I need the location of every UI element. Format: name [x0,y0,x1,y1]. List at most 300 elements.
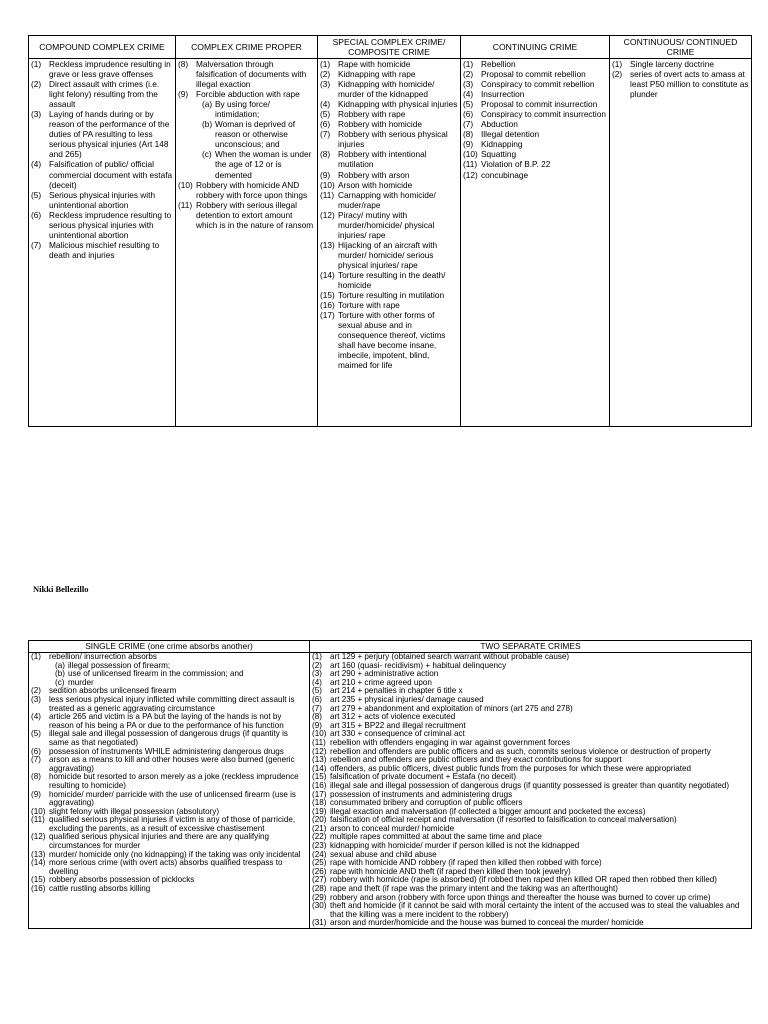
item-number: (13) [31,849,46,859]
item-label: use of unlicensed firearm in the commission; and [68,669,244,679]
list-item [320,210,458,240]
item-number: (4) [31,159,42,170]
item-label: qualified serious physical injuries if victim is any of those of parricide, excluding the parents, as a result of excessive chastisement [49,815,296,833]
sub-list-item [202,99,315,119]
item-text [49,730,307,747]
item-number: (28) [312,884,327,894]
item-number: (8) [463,129,474,140]
item-number: (4) [312,677,322,687]
list-item [612,69,749,99]
item-number: (15) [320,290,335,301]
item-label: sexual abuse and child abuse [330,849,437,859]
item-text [338,59,458,69]
item-number: (6) [31,209,42,220]
list-item [320,59,458,69]
list-item [463,159,607,169]
list-item [31,190,173,210]
item-number: (8) [312,712,322,722]
item-number: (10) [320,179,335,190]
single-vs-separate-crimes-table [28,640,752,929]
item-text [49,109,173,159]
item-label: Hijacking of an aircraft with murder/ homicide/ serious physical injuries/ rape [338,239,438,270]
item-number: (23) [312,841,327,851]
list-item [178,180,315,200]
list-item [320,190,458,210]
item-number: (6) [320,119,331,130]
two-separate-crimes-cell [310,653,752,929]
list-item [320,170,458,180]
item-text [338,69,458,79]
complex-crime-proper-cell [176,59,318,427]
item-number: (21) [312,823,327,833]
list-item [31,859,307,876]
item-number: (20) [312,815,327,825]
list-item [463,129,607,139]
item-label: Malicious mischief resulting to death and injuries [49,239,160,260]
item-label: Kidnapping with physical injuries [338,99,458,110]
list-item [320,149,458,169]
item-text [338,109,458,119]
item-label: Kidnapping [481,139,523,150]
item-label: sedition absorbs unlicensed firearm [49,686,177,696]
item-number: (8) [178,59,189,69]
item-label: rape with homicide AND theft (if raped then killed then took jewelry) [330,866,571,876]
item-number: (3) [463,79,474,90]
item-label: When the woman is under the age of 12 or is demented [215,149,312,180]
item-number: (12) [320,209,335,220]
compound-complex-crime-cell [29,59,176,427]
item-label: Carnapping with homicide/ muder/rape [338,189,436,210]
header-single-crime: SINGLE CRIME (one crime absorbs another) [29,641,310,653]
item-label: Kidnapping with homicide/ murder of the kidnapped [338,79,435,100]
item-number: (12) [312,746,327,756]
item-label: multiple rapes committed at about the same time and place [330,832,542,842]
item-text [49,696,307,713]
item-text [481,59,607,69]
list-item [463,79,607,89]
item-label: art 129 + perjury (obtained search warrant without probable cause) [330,652,570,661]
item-number: (1) [31,59,42,69]
item-number: (7) [31,239,42,250]
item-number: (5) [463,99,474,110]
item-number: (1) [31,652,41,661]
item-label: Direct assault with crimes (i.e. light felony) resulting from the assault [49,79,160,110]
item-label: Torture resulting in the death/ homicide [338,269,446,291]
item-text [481,99,607,109]
item-label: Rebellion [481,59,516,69]
item-text [196,180,315,200]
item-text [338,240,458,270]
item-number: (2) [312,660,322,670]
list-item [31,159,173,189]
item-label: Robbery with arson [338,169,410,180]
item-number: (24) [312,849,327,859]
list-item [31,773,307,790]
continuing-crime-cell [461,59,610,427]
item-number: (1) [612,59,623,69]
item-number: (1) [463,59,474,69]
item-number: (8) [320,149,331,160]
item-number: (10) [31,806,46,816]
item-label: falsification of official receipt and malversation (if resorted to falsification to conceal malversation) [330,815,677,825]
item-text [338,300,458,310]
list-item [320,180,458,190]
list-item [463,139,607,149]
item-number: (12) [31,832,46,842]
item-label: falsification of private document + Estafa (no deceit) [330,772,517,782]
item-label: Conspiracy to commit insurrection [481,109,606,120]
item-number: (5) [31,729,41,739]
item-label: art 290 + administrative action [330,669,439,679]
item-text [49,713,307,730]
item-text [49,653,307,687]
list-item [320,290,458,300]
item-label: By using force/ intimidation; [215,99,270,120]
item-label: arson as a means to kill and other houses were also burned (generic aggravating) [49,755,295,773]
list-item [31,696,307,713]
item-number: (3) [31,694,41,704]
item-number: (11) [178,199,193,210]
item-label: art 235 + physical injuries/ damage caused [330,694,484,704]
item-label: Serious physical injuries with unintentional abortion [49,189,156,210]
item-text [215,99,315,119]
list-item [320,270,458,290]
item-number: (2) [31,686,41,696]
item-label: Woman is deprived of reason or otherwise unconscious; and [215,119,296,150]
list-item [320,69,458,79]
item-label: art 214 + penalties in chapter 6 title x [330,686,463,696]
item-label: art 312 + acts of violence executed [330,712,456,722]
list-item [463,119,607,129]
item-label: robbery with homicide (rape is absorbed) (if robbed then raped then killed OR raped then robbed then killed) [330,875,717,885]
table2-body-row [29,653,752,929]
item-label: Forcible abduction with rape [196,89,300,100]
list-item [31,730,307,747]
item-number: (18) [312,798,327,808]
item-text [49,59,173,79]
list-item [320,240,458,270]
item-label: rebellion/ insurrection absorbs [49,652,157,661]
item-label: Robbery with intentional mutilation [338,149,427,170]
item-number: (b) [55,669,65,679]
sub-list-item [202,119,315,149]
crime-list [178,59,315,230]
item-label: Reckless imprudence resulting to serious physical injuries with unintentional abortion [49,209,172,240]
item-number: (29) [312,892,327,902]
item-number: (8) [31,772,41,782]
item-label: art 330 + consequence of criminal act [330,729,465,739]
item-text [630,59,749,69]
item-label: Violation of B.P. 22 [481,159,551,170]
item-number: (4) [320,99,331,110]
item-number: (17) [320,310,335,321]
crime-list [312,653,749,928]
item-text [49,756,307,773]
list-item [312,902,749,919]
item-text [481,129,607,139]
item-text [196,200,315,230]
item-number: (5) [312,686,322,696]
item-label: rebellion and offenders are public officers and as such, commits serious violence or destruction of property [330,746,711,756]
list-item [31,210,173,240]
item-label: Torture with rape [338,300,400,311]
item-number: (6) [31,746,41,756]
item-text [49,159,173,189]
item-label: arson and murder/homicide and the house was burned to conceal the murder/ homicide [330,918,644,928]
item-number: (5) [320,109,331,120]
item-number: (7) [463,119,474,130]
item-label: Proposal to commit insurrection [481,99,598,110]
list-item [312,919,749,928]
item-number: (17) [312,789,327,799]
list-item [320,300,458,310]
item-text [338,180,458,190]
item-number: (2) [31,79,42,90]
item-label: qualified serious physical injuries and there are any qualifying circumstances for murder [49,832,270,851]
list-item [31,756,307,773]
item-number: (1) [312,652,322,661]
item-label: Conspiracy to commit rebellion [481,79,595,90]
item-label: Torture resulting in mutilation [338,290,445,301]
item-label: murder [68,677,94,687]
item-label: Reckless imprudence resulting in grave or less grave offenses [49,59,171,80]
item-number: (11) [463,159,478,170]
table2-header-row [29,641,752,653]
item-number: (14) [312,763,327,773]
item-label: Robbery with homicide [338,119,422,130]
item-text [49,885,307,894]
item-label: art 279 + abandonment and exploitation of minors (art 275 and 278) [330,703,573,713]
item-text [481,159,607,169]
item-number: (2) [612,69,623,80]
item-label: Robbery with serious illegal detention to extort amount which is in the nature of ransom [196,199,314,230]
item-label: kidnapping with homicide/ murder if person killed is not the kidnapped [330,841,580,851]
item-text [49,210,173,240]
item-number: (16) [31,884,46,894]
item-number: (3) [320,79,331,90]
item-label: Illegal detention [481,129,540,140]
item-text [68,670,307,679]
item-label: theft and homicide (if it cannot be said with moral certainty the intent of the accused was to steal the valuables and that the killing was a mere incident to the robbery) [330,901,740,919]
list-item [31,713,307,730]
item-text [49,816,307,833]
item-label: rebellion and offenders are public officers and they exact contributions for support [330,755,622,765]
item-label: rape and theft (if rape was the primary intent and the taking was an afterthought) [330,884,618,894]
item-text [196,59,315,89]
item-text [330,919,749,928]
item-label: art 210 + crime agreed upon [330,677,432,687]
crime-list [463,59,607,180]
item-label: Rape with homicide [338,59,411,69]
item-text [481,119,607,129]
item-label: Squatting [481,149,517,160]
item-label: Arson with homicide [338,179,413,190]
crime-list [31,59,173,260]
item-label: consummated bribery and corruption of public officers [330,798,523,808]
item-number: (31) [312,918,327,928]
item-number: (2) [463,69,474,80]
item-label: less serious physical injury inflicted while committing direct assault is treated as a generic aggravating circumstance [49,694,295,713]
item-number: (a) [55,660,65,670]
item-number: (11) [320,189,335,200]
list-item [320,79,458,99]
item-number: (11) [312,737,326,747]
item-number: (c) [55,677,65,687]
item-number: (a) [202,99,213,110]
item-number: (13) [320,239,335,250]
item-label: robbery absorbs possession of picklocks [49,875,195,885]
item-label: art 160 (quasi- recidivism) + habitual delinquency [330,660,507,670]
item-label: possession of instruments and administering drugs [330,789,513,799]
list-item [178,200,315,230]
item-number: (2) [320,69,331,80]
item-text [481,149,607,159]
item-number: (12) [463,169,478,180]
item-number: (15) [31,875,46,885]
list-item [178,59,315,89]
crime-list [320,59,458,370]
item-number: (26) [312,866,327,876]
list-item [320,109,458,119]
author-name: Nikki Bellezillo [33,584,89,594]
item-label: rape with homicide AND robbery (if raped then killed then robbed with force) [330,858,602,868]
item-label: murder/ homicide only (no kidnapping) if the taking was only incidental [49,849,301,859]
item-number: (b) [202,119,213,130]
item-label: Malversation through falsification of documents with illegal exaction [196,59,307,90]
item-text [49,773,307,790]
item-text [196,89,315,179]
sub-list-item [202,149,315,179]
item-text [338,310,458,370]
item-text [49,791,307,808]
item-label: arson to conceal murder/ homicide [330,823,455,833]
header-compound-complex-crime: COMPOUND COMPLEX CRIME [29,36,176,59]
item-text [481,89,607,99]
list-item [31,833,307,850]
list-item [31,816,307,833]
item-text [49,79,173,109]
item-number: (9) [31,789,41,799]
item-number: (22) [312,832,327,842]
list-item [31,79,173,109]
item-text [481,170,607,180]
list-item [463,59,607,69]
item-label: Abduction [481,119,518,130]
item-label: Kidnapping with rape [338,69,416,80]
item-label: homicide/ murder/ parricide with the use of unlicensed firearm (use is aggravating) [49,789,296,808]
list-item [463,89,607,99]
item-number: (7) [312,703,322,713]
item-text [481,69,607,79]
special-complex-crime-cell [318,59,461,427]
item-number: (10) [178,179,193,190]
item-label: concubinage [481,169,529,180]
item-text [338,129,458,149]
continuous-crime-cell [610,59,752,427]
item-label: rebellion with offenders engaging in war against government forces [330,737,571,747]
table1-body-row [29,59,752,427]
item-number: (6) [312,694,322,704]
item-label: series of overt acts to amass at least P50 million to constitute as plunder [630,69,749,100]
crime-classification-table [28,35,752,427]
item-label: Piracy/ mutiny with murder/homicide/ physical injuries/ rape [338,209,435,240]
list-item [463,69,607,79]
item-text [49,190,173,210]
item-text [215,119,315,149]
item-text [338,99,458,109]
list-item [31,240,173,260]
item-label: slight felony with illegal possession (absolutory) [49,806,220,816]
item-label: Robbery with rape [338,109,406,120]
item-text [215,149,315,179]
list-item [320,129,458,149]
item-number: (9) [463,139,474,150]
item-text [338,149,458,169]
item-number: (5) [31,189,42,200]
item-text [481,109,607,119]
item-label: homicide but resorted to arson merely as a joke (reckless imprudence resulting to homicide) [49,772,299,790]
item-text [49,859,307,876]
item-text [338,79,458,99]
header-continuing-crime: CONTINUING CRIME [461,36,610,59]
sub-list [196,99,315,179]
header-continuous-crime: CONTINUOUS/ CONTINUED CRIME [610,36,752,59]
item-number: (13) [312,755,327,765]
item-label: Falsification of public/ official commercial document with estafa (deceit) [49,159,173,190]
item-number: (30) [312,901,327,911]
item-label: Insurrection [481,89,525,100]
item-number: (9) [320,169,331,180]
item-label: more serious crime (with overt acts) absorbs qualified trespass to dwelling [49,858,283,876]
item-text [338,290,458,300]
header-complex-crime-proper: COMPLEX CRIME PROPER [176,36,318,59]
header-two-separate-crimes: TWO SEPARATE CRIMES [310,641,752,653]
list-item [463,99,607,109]
item-number: (1) [320,59,331,69]
item-number: (27) [312,875,327,885]
list-item [320,119,458,129]
item-text [481,139,607,149]
item-number: (6) [463,109,474,120]
item-number: (10) [463,149,478,160]
crime-list [612,59,749,99]
item-label: Robbery with homicide AND robbery with force upon things [196,179,308,200]
item-number: (3) [312,669,322,679]
item-label: illegal sale and illegal possession of dangerous drugs (if quantity is same as that negotiated) [49,729,288,747]
item-label: illegal sale and illegal possession of dangerous drugs (if quantity possessed is greater than quantity negotiated) [330,780,730,790]
item-number: (10) [312,729,327,739]
item-label: illegal possession of firearm; [68,660,171,670]
item-text [338,210,458,240]
list-item [31,791,307,808]
item-label: Laying of hands during or by reason of the performance of the duties of PA resulting to less serious physical injuries (Art 148 and 265) [49,109,170,160]
item-label: robbery and arson (robbery with force upon things and thereafter the house was burned to cover up crime) [330,892,711,902]
item-number: (14) [320,269,335,280]
list-item [612,59,749,69]
item-number: (15) [312,772,327,782]
item-text [49,833,307,850]
list-item [178,89,315,179]
item-number: (7) [31,755,41,765]
item-label: Torture with other forms of sexual abuse and in consequence thereof, victims shall have become insane, imbecile, impotent, blind, maimed for life [338,310,446,371]
item-text [338,190,458,210]
item-label: art 315 + BP22 and illegal recruitment [330,720,466,730]
item-number: (11) [31,815,45,825]
item-label: Proposal to commit rebellion [481,69,586,80]
item-text [481,79,607,89]
item-text [630,69,749,99]
item-number: (3) [31,109,42,120]
